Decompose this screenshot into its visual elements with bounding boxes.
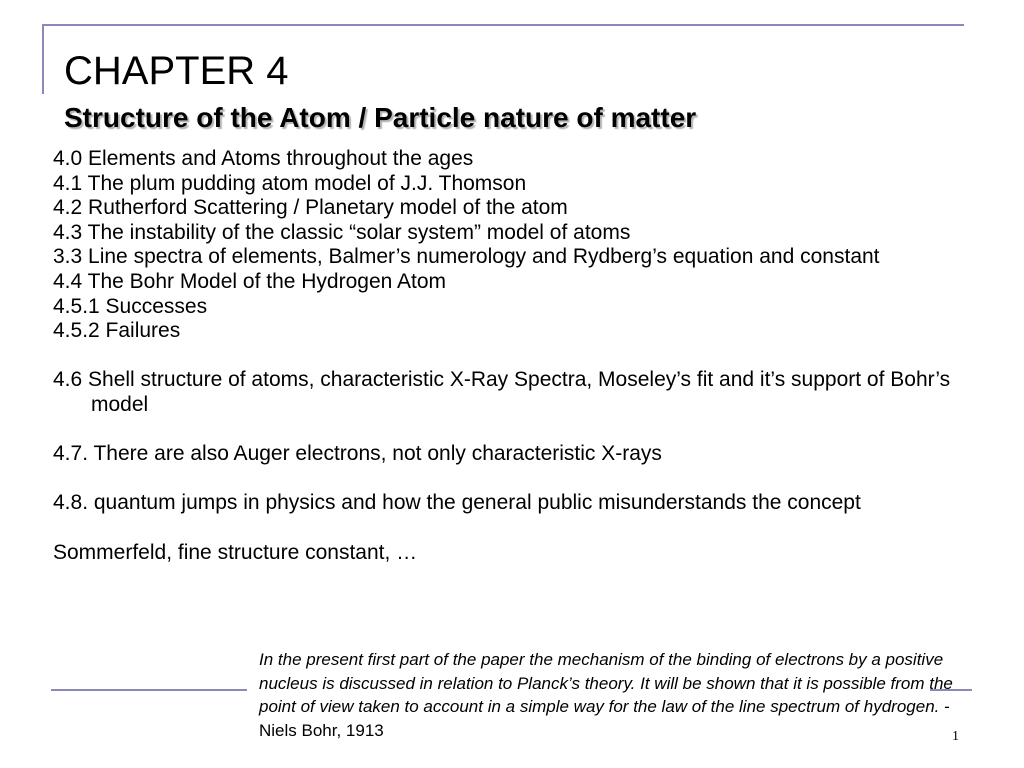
bottom-left-rule [51,689,247,691]
toc-item-4-5-1: 4.5.1 Successes [53,294,208,318]
toc-spacer [53,344,953,369]
toc-item-3-3: 3.3 Line spectra of elements, Balmer’s numerology and Rydberg’s equation and constant [53,245,880,269]
toc-spacer [53,516,953,541]
table-of-contents [53,147,953,565]
page-number: 1 [952,729,959,744]
toc-item-4-7: 4.7. There are also Auger electrons, not only characteristic X-rays [53,442,662,466]
toc-item-4-8: 4.8. quantum jumps in physics and how the general public misunderstands the concept [53,491,861,515]
left-rule [42,24,44,94]
bohr-quote [259,648,959,742]
toc-item-4-4: 4.4 The Bohr Model of the Hydrogen Atom [53,269,447,293]
toc-item-4-5-2: 4.5.2 Failures [53,319,181,343]
quote-text: In the present first part of the paper the mechanism of the binding of electrons by a positive nucleus is discussed in relation to Planck’s theory. It will be shown that it is possible from the point of view taken to account in a simple way for the law of the line spectrum of hydrogen. [259,650,953,716]
top-rule [42,24,964,26]
toc-item-4-6: 4.6 Shell structure of atoms, characteristic X-Ray Spectra, Moseley’s fit and it’s support of Bohr’s model [53,368,951,416]
quote-attribution: - Niels Bohr, 1913 [259,697,950,740]
toc-item-4-1: 4.1 The plum pudding atom model of J.J. Thomson [53,171,527,195]
toc-spacer [53,467,953,492]
slide-title: CHAPTER 4 [64,49,289,93]
toc-item-sommerfeld: Sommerfeld, fine structure constant, … [53,540,418,564]
toc-spacer [53,418,953,443]
toc-item-4-0: 4.0 Elements and Atoms throughout the ages [53,147,474,170]
toc-item-4-3: 4.3 The instability of the classic “solar system” model of atoms [53,220,631,244]
toc-item-4-2: 4.2 Rutherford Scattering / Planetary model of the atom [53,196,568,220]
slide-subtitle: Structure of the Atom / Particle nature of matter [64,102,697,133]
